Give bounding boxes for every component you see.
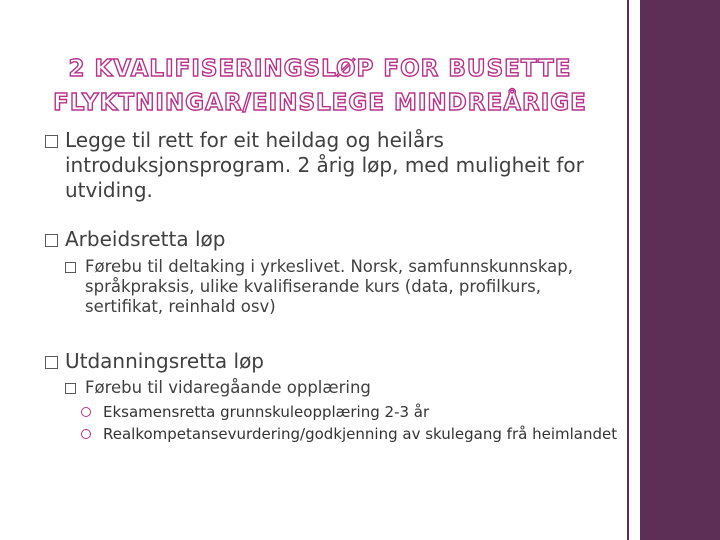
- bullet-text: Legge til rett for eit heildag og heilårs introduksjonsprogram. 2 årig løp, med muligheit for utviding.: [65, 128, 584, 202]
- square-bullet-icon: [45, 135, 58, 148]
- sub-bullet-item: [45, 378, 620, 398]
- bullet-item: [45, 349, 620, 374]
- circle-bullet-icon: [81, 429, 91, 439]
- bullet-text: Arbeidsretta løp: [65, 227, 226, 251]
- square-bullet-icon: [45, 234, 58, 247]
- sidebar-divider: [627, 0, 629, 540]
- slide-title: 2 KVALIFISERINGSLØP FOR BUSETTE FLYKTNINGAR/EINSLEGE MINDREÅRIGE: [53, 56, 587, 116]
- sub-bullet-item: [45, 257, 620, 317]
- bullet-item: [45, 128, 620, 203]
- square-bullet-icon: [65, 262, 76, 273]
- bullet-text: Utdanningsretta løp: [65, 349, 265, 373]
- sub-sub-bullet-text: Realkompetansevurdering/godkjenning av skulegang frå heimlandet: [103, 425, 618, 443]
- sub-sub-bullet-text: Eksamensretta grunnskuleopplæring 2-3 år: [103, 403, 430, 421]
- bullet-item: [45, 227, 620, 252]
- square-bullet-icon: [45, 356, 58, 369]
- decorative-sidebar: [640, 0, 720, 540]
- slide-content: [45, 128, 620, 444]
- sub-sub-bullet-item: [45, 402, 620, 422]
- sub-bullet-text: Førebu til vidaregåande opplæring: [85, 378, 371, 397]
- sub-bullet-text: Førebu til deltaking i yrkeslivet. Norsk, samfunnskunnskap, språkpraksis, ulike kvalifiserande kurs (data, profilkurs, sertifikat, reinhald osv): [85, 257, 573, 316]
- square-bullet-icon: [65, 383, 76, 394]
- sub-sub-bullet-item: [45, 424, 620, 444]
- circle-bullet-icon: [81, 407, 91, 417]
